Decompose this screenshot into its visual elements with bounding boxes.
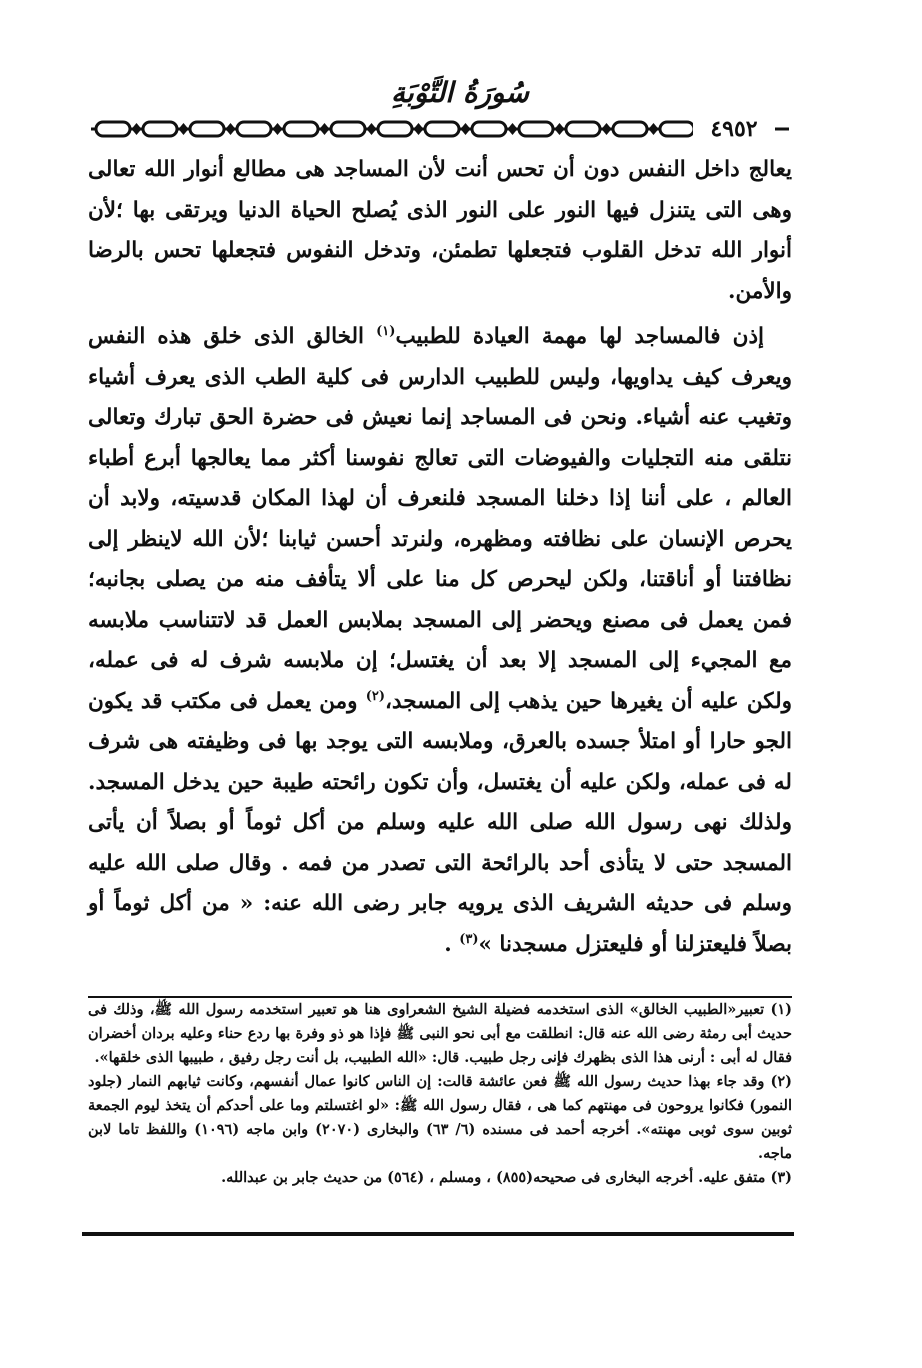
paragraph-2-start: إذن فالمساجد لها مهمة العيادة للطبيب [395,324,764,349]
ornament-diamond [132,123,142,135]
ornament-link [519,122,553,136]
footnote-2: (٢) وقد جاء بهذا حديث رسول الله ﷺ فعن عائشة قالت: إن الناس كانوا عمال أنفسهم، وكانت ثيابهم النمار (جلود النمور) فكانوا يروحون فى مهنتهم كما هى ، فقال رسول الله ﷺ: «لو اغتسلتم وما على أحدكم أن يتخذ ليوم الجمعة ثوبين سوى ثوبى مهنته». أخرجه أحمد فى مسنده (٦/ ٦٣) والبخارى (٢٠٧٠) وابن ماجه (١٠٩٦) واللفظ تاما لابن ماجه. [88,1073,792,1162]
paragraph-2 [88,317,792,965]
surah-title: سُورَةُ التَّوْبَةِ [391,76,529,109]
ornament-link [425,122,459,136]
ornament-link [143,122,177,136]
paragraph-2-final: . [444,931,460,957]
footnote-marker-3[interactable]: (٣) [459,931,479,947]
paragraph-2-end: ومن يعمل فى مكتب قد يكون الجو حارا أو امتلأ جسده بالعرق، وملابسه التى يوجد بها فى وظيفته هى شرف له فى عمله، ولكن عليه أن يغتسل، وأن تكون رائحته طيبة حين يدخل المسجد. ولذلك نهى رسول الله صلى الله عليه وسلم من أكل ثوماً أو بصلاً أن يأتى المسجد حتى لا يتأذى أحد بالرائحة التى تصدر من فمه . وقال صلى الله عليه وسلم فى حديثه الشريف الذى يرويه جابر رضى الله عنه: « من أكل ثوماً أو بصلاً فليعتزلنا أو فليعتزل مسجدنا » [88,688,792,957]
paragraph-2-middle: الخالق الذى خلق هذه النفس ويعرف كيف يداويها، وليس للطبيب الدارس فى كلية الطب الذى يعرف أشياء وتغيب عنه أشياء. ونحن فى المساجد إنما نعيش فى حضرة الحق تبارك وتعالى نتلقى منه التجليات والفيوضات التى تعالج نفوسنا أكثر مما يعالجها أبرع أطباء العالم ، على أننا إذا دخلنا المسجد فلنعرف أن لهذا المكان قدسيته، ولابد أن يحرص الإنسان على نظافته ومظهره، ولنرتد أحسن ثيابنا ؛لأن الله لاينظر إلى نظافتنا أو أناقتنا، ولكن ليحرص كل منا على ألا يتأفف منه من يصلى بجانبه؛ فمن يعمل فى مصنع ويحضر إلى المسجد بملابس العمل قد لاتتناسب ملابسه مع المجيء إلى المسجد إلا بعد أن يغتسل؛ إن ملابسه شرف له فى عمله، ولكن عليه أن يغيرها حين يذهب إلى المسجد، [88,324,793,714]
ornament-diamond [320,123,330,135]
footnote-3: (٣) متفق عليه. أخرجه البخارى فى صحيحه(٨٥٥) ، ومسلم ، (٥٦٤) من حديث جابر بن عبدالله. [221,1169,792,1186]
bottom-rule [82,1232,794,1236]
ornament-link [472,122,506,136]
ornament-link [331,122,365,136]
ornament-diamond [555,123,565,135]
ornament-diamond [461,123,471,135]
footnotes [88,998,792,1190]
footnote-marker-1[interactable]: (١) [376,323,396,339]
ornament-diamond [179,123,189,135]
ornament-link [190,122,224,136]
ornament-diamond [414,123,424,135]
ornament-link [660,122,694,136]
page-number: ٤٩٥٢ [693,114,775,144]
header-ornament-border [85,114,795,144]
ornament-link [378,122,412,136]
ornament-link [284,122,318,136]
footnote-1: (١) تعبير«الطبيب الخالق» الذى استخدمه فضيلة الشيخ الشعراوى هنا هو تعبير استخدمه رسول الله ﷺ، وذلك فى حديث أبى رمثة رضى الله عنه قال: انطلقت مع أبى نحو النبى ﷺ فإذا هو ذو وفرة بها ردع حناء وعليه بردان أخضران فقال له أبى : أرنى هذا الذى بظهرك فإنى رجل طبيب. قال: «الله الطبيب، بل أنت رجل رفيق ، طبيبها الذى خلقها». [88,1001,792,1066]
footnote-marker-2[interactable]: (٢) [365,688,385,704]
ornament-diamond [649,123,659,135]
main-text [88,150,792,965]
ornament-link [96,122,130,136]
ornament-diamond [273,123,283,135]
ornament-diamond [226,123,236,135]
ornament-link [566,122,600,136]
ornament-link [237,122,271,136]
ornament-diamond [508,123,518,135]
ornament-diamond [602,123,612,135]
paragraph-1: يعالج داخل النفس دون أن تحس أنت لأن المساجد هى مطالع أنوار الله تعالى وهى التى يتنزل فيها النور على النور الذى يُصلح الحياة الدنيا ويرتقى بها ؛لأن أنوار الله تدخل القلوب فتجعلها تطمئن، وتدخل النفوس فتجعلها تحس بالرضا والأمن. [88,157,792,304]
ornament-link [613,122,647,136]
ornament-diamond [367,123,377,135]
